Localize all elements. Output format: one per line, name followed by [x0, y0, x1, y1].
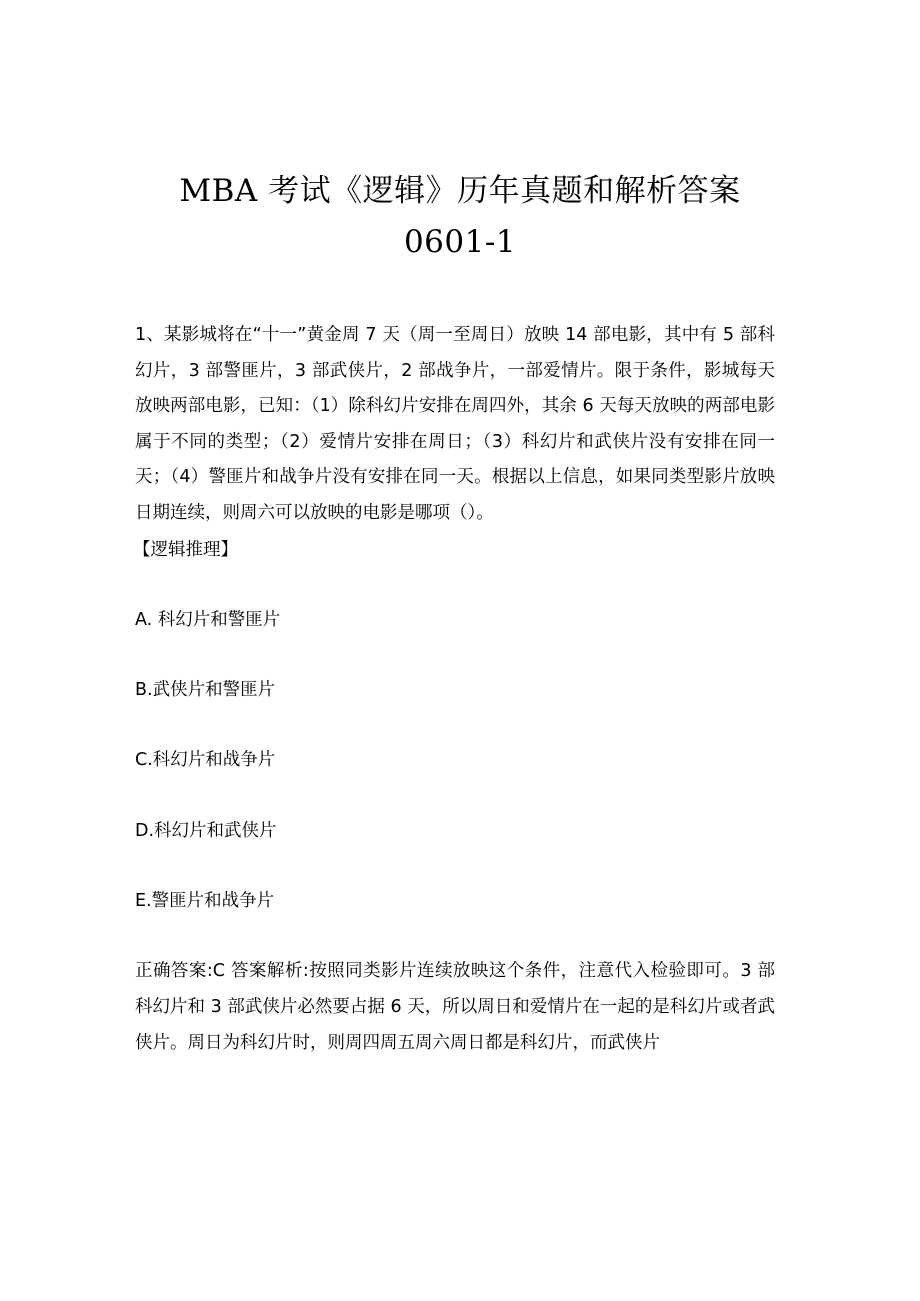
- option-b: B.武侠片和警匪片: [135, 680, 276, 701]
- option-c: C.科幻片和战争片: [135, 750, 276, 771]
- category-tag: 【逻辑推理】: [133, 540, 238, 560]
- question-text: 1、某影城将在“十一”黄金周 7 天（周一至周日）放映 14 部电影，其中有 5 部科幻片，3 部警匪片，3 部武侠片，2 部战争片，一部爱情片。限于条件，影城每天放映两部电影，已知：（1）除科幻片安排在周四外，其余 6 天每天放映的两部电影属于不同的类型；（2）爱情片安排在周日；（3）科幻片和武侠片没有安排在同一天；（4）警匪片和战争片没有安排在同一天。根据以上信息，如果同类型影片放映日期连续，则周六可以放映的电影是哪项（）。: [135, 325, 775, 523]
- title-line-1: MBA 考试《逻辑》历年真题和解析答案: [179, 173, 741, 209]
- title-line-2: 0601-1: [403, 224, 517, 260]
- document-body: [135, 318, 775, 1061]
- option-d: D.科幻片和武侠片: [135, 820, 277, 841]
- document-title: [0, 166, 920, 268]
- option-a: A. 科幻片和警匪片: [135, 610, 281, 630]
- option-e: E.警匪片和战争片: [135, 890, 275, 911]
- option-list: [135, 603, 775, 919]
- answer-explanation: 正确答案:C 答案解析:按照同类影片连续放映这个条件，注意代入检验即可。3 部科幻片和 3 部武侠片必然要占据 6 天，所以周日和爱情片在一起的是科幻片或者武侠片。周日为科幻片时，则周四周五周六周日都是科幻片，而武侠片: [135, 960, 775, 1053]
